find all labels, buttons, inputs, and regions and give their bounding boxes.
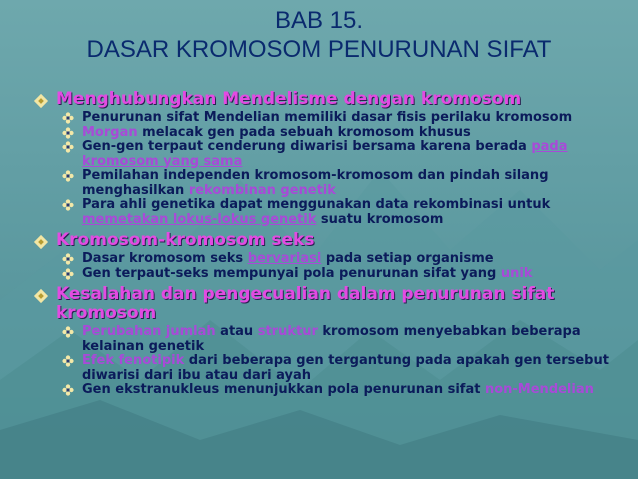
highlighted-text: pada kromosom yang sama bbox=[82, 139, 568, 169]
list-item bbox=[56, 140, 630, 169]
item-text: Penurunan sifat Mendelian memiliki dasar fisis perilaku kromosom bbox=[82, 110, 573, 125]
flower-icon bbox=[62, 112, 74, 124]
flower-icon bbox=[62, 355, 74, 367]
bullet-list bbox=[56, 252, 630, 281]
flower-icon bbox=[62, 199, 74, 211]
highlighted-text: Perubahan jumlah bbox=[82, 324, 216, 339]
list-item bbox=[56, 383, 630, 398]
highlighted-text: memetakan lokus-lokus genetik bbox=[82, 211, 317, 227]
diamond-icon bbox=[34, 94, 48, 108]
item-text: dari beberapa gen tergantung pada apakah gen tersebut diwarisi dari ibu atau dari ayah bbox=[82, 353, 609, 383]
highlighted-text: Morgan bbox=[82, 124, 138, 140]
list-item bbox=[56, 126, 630, 141]
section-3 bbox=[30, 285, 630, 398]
section-2 bbox=[30, 231, 630, 281]
list-item bbox=[56, 111, 630, 126]
highlighted-text: non-Mendelian bbox=[484, 382, 594, 397]
highlighted-text: unik bbox=[500, 265, 533, 281]
flower-icon bbox=[62, 127, 74, 139]
bullet-list bbox=[56, 111, 630, 227]
section-heading: Menghubungkan Mendelisme dengan kromosom bbox=[56, 89, 522, 109]
list-item bbox=[56, 198, 630, 227]
item-text: Pemilahan independen kromosom-kromosom dan pindah silang menghasilkan bbox=[82, 168, 549, 198]
item-text: kromosom menyebabkan beberapa kelainan genetik bbox=[82, 324, 581, 354]
item-text: Gen terpaut-seks mempunyai pola penurunan sifat yang bbox=[82, 265, 501, 281]
slide-title-line1: BAB 15. bbox=[274, 7, 364, 34]
list-item bbox=[56, 354, 630, 383]
list-item bbox=[56, 325, 630, 354]
flower-icon bbox=[62, 170, 74, 182]
section-1 bbox=[30, 90, 630, 227]
highlighted-text: bervariasi bbox=[247, 251, 322, 266]
section-heading: Kesalahan dan pengecualian dalam penurunan sifat kromosom bbox=[56, 284, 555, 323]
flower-icon bbox=[62, 326, 74, 338]
bullet-list bbox=[56, 325, 630, 398]
flower-icon bbox=[62, 253, 74, 265]
flower-icon bbox=[62, 141, 74, 153]
slide-title-line2: DASAR KROMOSOM PENURUNAN SIFAT bbox=[86, 36, 552, 63]
item-text: atau bbox=[215, 324, 258, 339]
flower-icon bbox=[62, 268, 74, 280]
item-text: Gen ekstranukleus menunjukkan pola penurunan sifat bbox=[82, 382, 485, 397]
item-text: melacak gen pada sebuah kromosom khusus bbox=[137, 124, 471, 140]
item-text: pada setiap organisme bbox=[321, 251, 494, 266]
item-text: Gen-gen terpaut cenderung diwarisi bersama karena berada bbox=[82, 139, 532, 154]
section-heading: Kromosom-kromosom seks bbox=[56, 230, 315, 250]
flower-icon bbox=[62, 384, 74, 396]
item-text: suatu kromosom bbox=[316, 211, 444, 227]
diamond-icon bbox=[34, 235, 48, 249]
list-item bbox=[56, 169, 630, 198]
diamond-icon bbox=[34, 289, 48, 303]
list-item bbox=[56, 267, 630, 282]
highlighted-text: struktur bbox=[257, 324, 318, 339]
slide-content bbox=[30, 90, 630, 402]
list-item bbox=[56, 252, 630, 267]
item-text: Para ahli genetika dapat menggunakan data rekombinasi untuk bbox=[82, 197, 551, 212]
highlighted-text: rekombinan genetik bbox=[188, 182, 336, 198]
item-text: Dasar kromosom seks bbox=[82, 251, 248, 266]
highlighted-text: Efek fenotipik bbox=[82, 353, 185, 368]
